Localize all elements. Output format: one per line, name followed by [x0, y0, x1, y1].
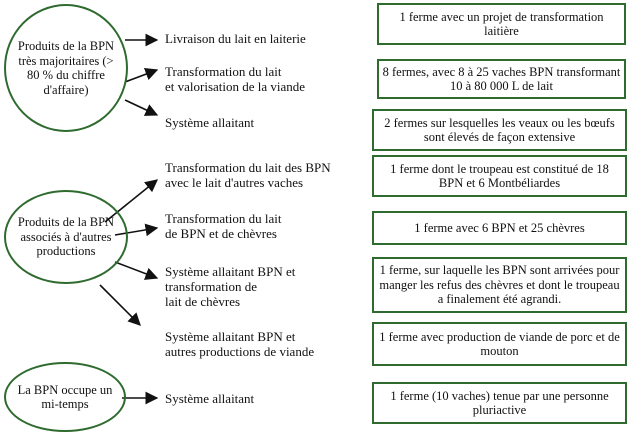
- group-ellipse-associes: [4, 190, 128, 284]
- group-label: Produits de la BPN très majoritaires (> 80 % du chiffre d'affaire): [17, 39, 115, 97]
- group-ellipse-majoritaires: [4, 4, 128, 132]
- system-label: Transformation du lait et valorisation de la viande: [165, 64, 306, 94]
- group-ellipse-mi-temps: [4, 362, 126, 432]
- detail-box: 1 ferme avec un projet de transformation laitière: [377, 3, 626, 45]
- system-label: Transformation du lait de BPN et de chèvres: [165, 211, 282, 241]
- system-label: Système allaitant BPN et transformation de lait de chèvres: [165, 264, 296, 309]
- system-label: Système allaitant: [165, 391, 255, 406]
- system-label: Transformation du lait des BPN avec le lait d'autres vaches: [165, 160, 331, 190]
- detail-box: 1 ferme (10 vaches) tenue par une personne pluriactive: [372, 382, 627, 424]
- detail-box: 8 fermes, avec 8 à 25 vaches BPN transformant 10 à 80 000 L de lait: [377, 59, 626, 99]
- detail-box: 1 ferme avec production de viande de porc et de mouton: [372, 322, 627, 366]
- system-label: Système allaitant BPN et autres productions de viande: [165, 329, 315, 359]
- arrow-2: [125, 70, 157, 82]
- arrow-6: [115, 262, 157, 278]
- arrow-3: [125, 100, 157, 115]
- detail-box: 1 ferme, sur laquelle les BPN sont arrivées pour manger les refus des chèvres et dont le troupeau a finalement été agrandi.: [372, 257, 627, 313]
- group-label: Produits de la BPN associés à d'autres productions: [17, 215, 115, 259]
- detail-box: 1 ferme avec 6 BPN et 25 chèvres: [372, 211, 627, 245]
- arrow-7: [100, 285, 140, 325]
- detail-box: 2 fermes sur lesquelles les veaux ou les bœufs sont élevés de façon extensive: [372, 109, 627, 151]
- system-label: Système allaitant: [165, 115, 255, 130]
- system-label: Livraison du lait en laiterie: [165, 31, 306, 46]
- group-label: La BPN occupe un mi-temps: [17, 382, 113, 411]
- detail-box: 1 ferme dont le troupeau est constitué de 18 BPN et 6 Montbéliardes: [372, 155, 627, 197]
